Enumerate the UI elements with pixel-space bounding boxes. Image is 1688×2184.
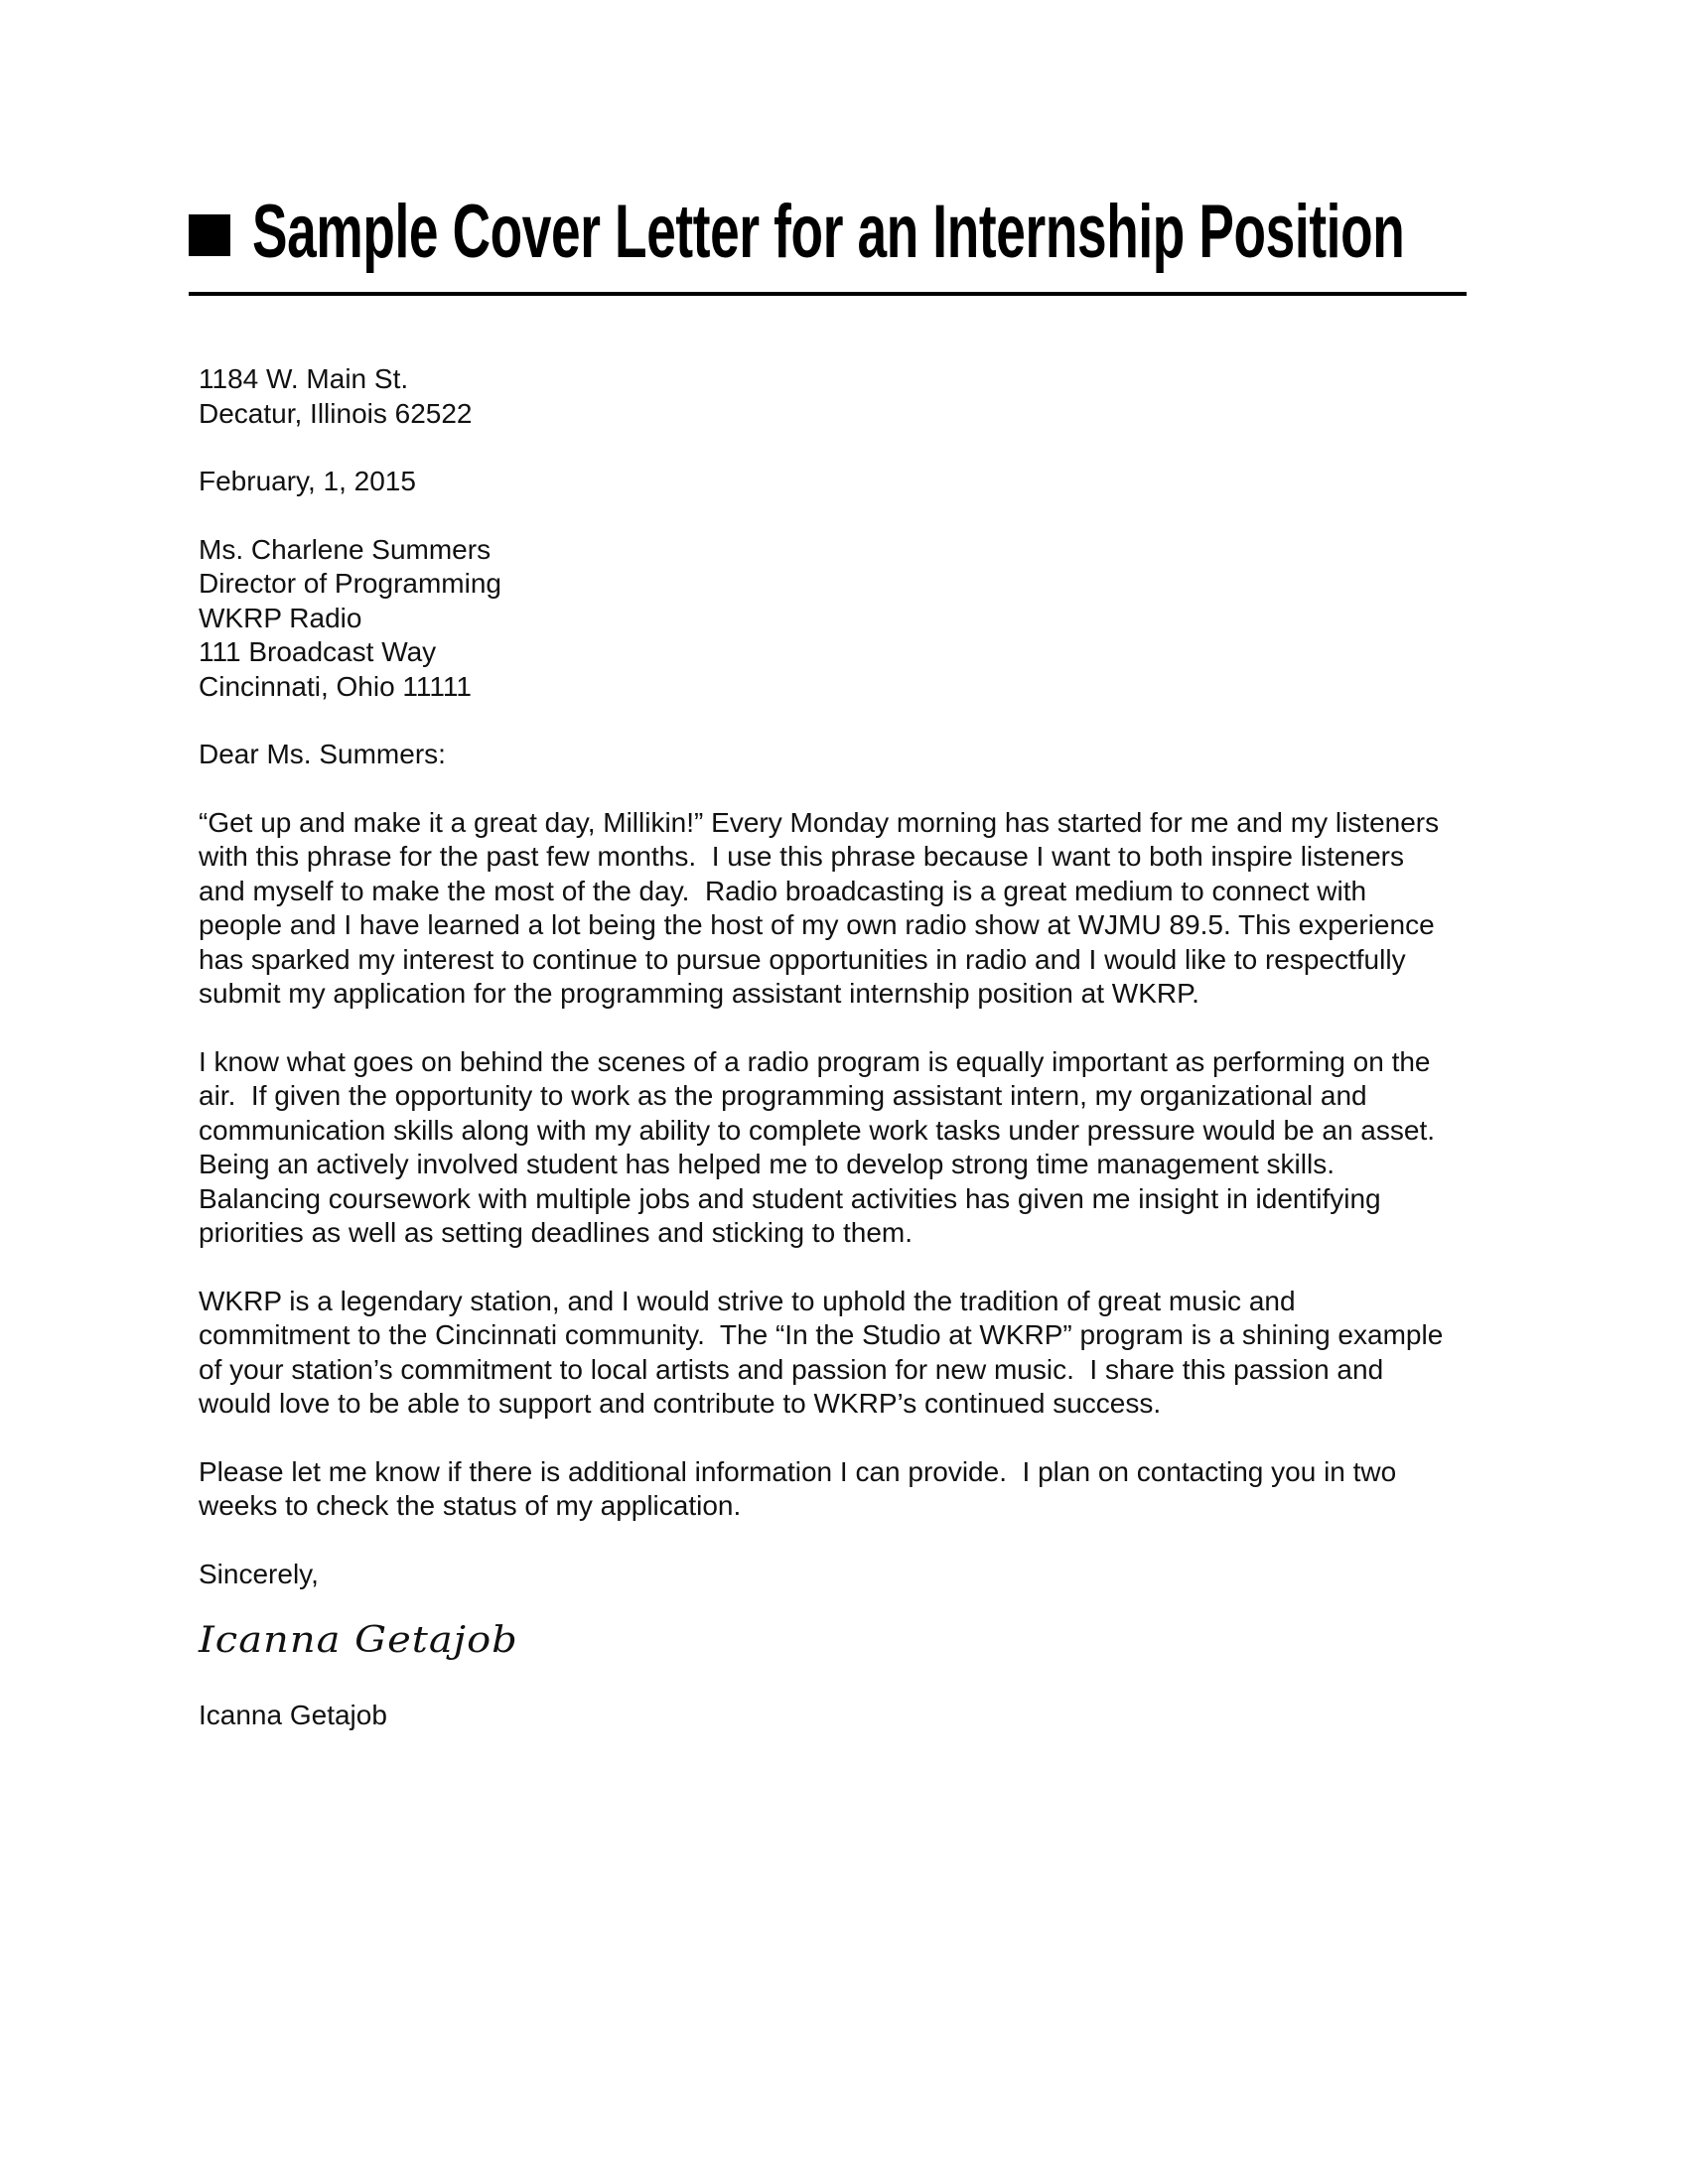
body-paragraph-2: I know what goes on behind the scenes of a radio program is equally important as performing on the air. If given the opportunity to work as the programming assistant intern, my organizational and communication skills along with my ability to complete work tasks under pressure would be an asset. Being an actively involved student has helped me to develop strong time management skills. Balancing coursework with multiple jobs and student activities has given me insight in identifying priorities as well as setting deadlines and sticking to them.	[199, 1045, 1451, 1248]
salutation-text: Dear Ms. Summers:	[199, 739, 446, 769]
body-paragraph-4: Please let me know if there is additional information I can provide. I plan on contacting you in two weeks to check the status of my application.	[199, 1455, 1405, 1521]
title-row	[189, 179, 1470, 286]
handwritten-signature: Icanna Getajob	[199, 1618, 518, 1662]
sign-off-text: Sincerely,	[199, 1558, 319, 1589]
page-title: Sample Cover Letter for an Internship Position	[252, 190, 1405, 274]
body-paragraph-3: WKRP is a legendary station, and I would strive to uphold the tradition of great music and commitment to the Cincinnati community. The “In the Studio at WKRP” program is a shining example of your station’s commitment to local artists and passion for new music. I share this passion and would love to be able to support and contribute to WKRP’s continued success.	[199, 1285, 1452, 1419]
recipient-line-3: WKRP Radio	[199, 602, 362, 633]
salutation	[199, 738, 1452, 772]
recipient-line-4: 111 Broadcast Way	[199, 636, 437, 667]
document-header	[189, 179, 1470, 286]
letter-date	[199, 465, 1452, 499]
sign-off	[199, 1558, 1452, 1592]
recipient-line-5: Cincinnati, Ohio 11111	[199, 670, 472, 702]
sender-address-line-1: 1184 W. Main St.	[199, 363, 409, 394]
recipient-address	[199, 533, 1452, 705]
sender-address	[199, 362, 1452, 431]
date-text: February, 1, 2015	[199, 466, 416, 496]
recipient-line-2: Director of Programming	[199, 568, 501, 599]
title-divider	[189, 292, 1467, 296]
letter-body	[199, 362, 1452, 1733]
sender-address-line-2: Decatur, Illinois 62522	[199, 397, 473, 429]
typed-signer-name: Icanna Getajob	[199, 1700, 387, 1730]
recipient-line-1: Ms. Charlene Summers	[199, 533, 492, 565]
black-square-bullet-icon	[189, 214, 230, 256]
body-paragraph-1: “Get up and make it a great day, Millikin!” Every Monday morning has started for me and my listeners with this phrase for the past few months. I use this phrase because I want to both inspire listeners and myself to make the most of the day. Radio broadcasting is a great medium to connect with people and I have learned a lot being the host of my own radio show at WJMU 89.5. This experience has sparked my interest to continue to pursue opportunities in radio and I would like to respectfully submit my application for the programming assistant internship position at WKRP.	[199, 806, 1447, 1009]
